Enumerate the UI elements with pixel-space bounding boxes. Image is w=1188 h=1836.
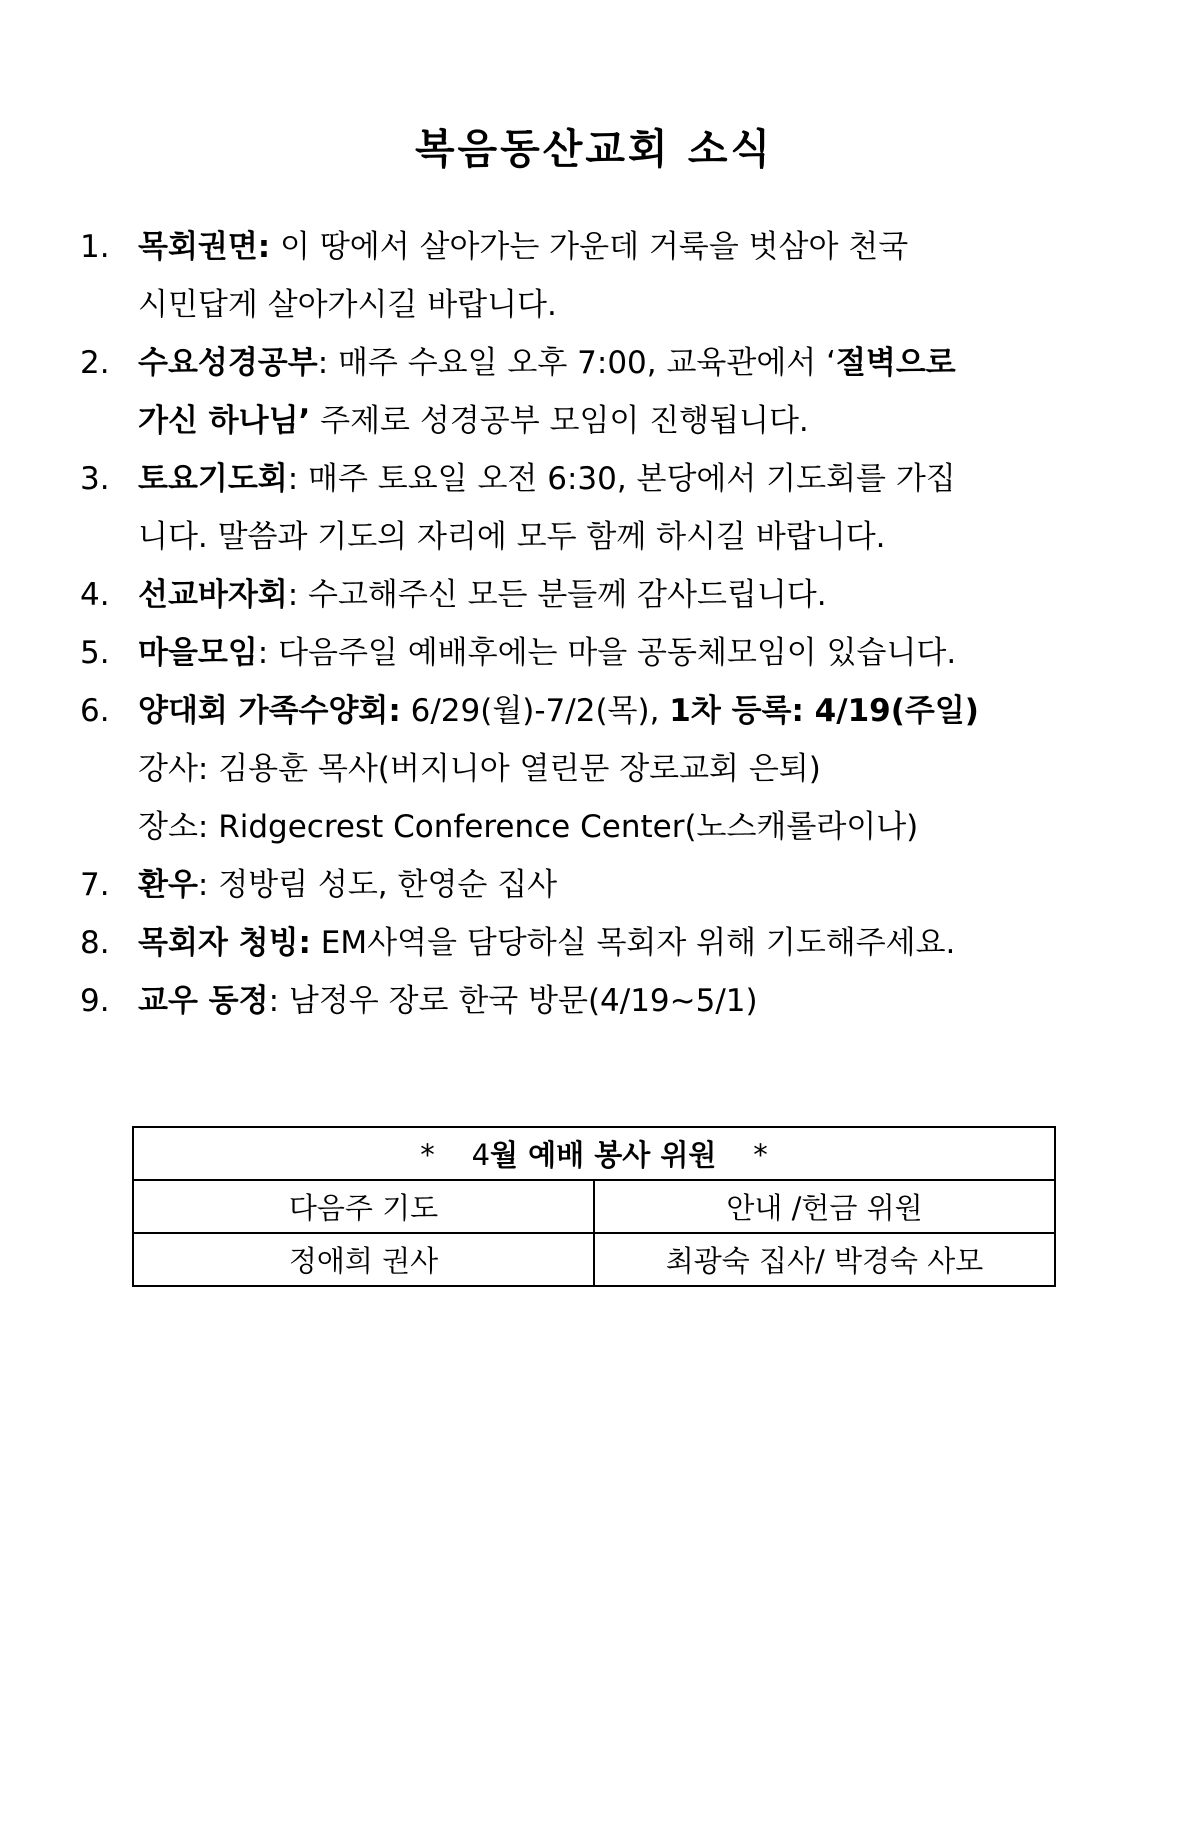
- item-text: : 다음주일 예배후에는 마을 공동체모임이 있습니다.: [257, 635, 957, 671]
- item-body: [138, 566, 1080, 624]
- item-number: 7.: [80, 867, 110, 903]
- list-item: [80, 914, 1080, 972]
- list-item: [80, 334, 1080, 450]
- item-text: : 정방림 성도, 한영순 집사: [197, 867, 558, 903]
- table-header-title: 월 예배 봉사 위원: [490, 1138, 717, 1172]
- item-heading: 마을모임: [138, 635, 258, 671]
- item-number: 3.: [80, 461, 110, 497]
- table-header-cell: [133, 1127, 1055, 1180]
- table-row: [133, 1233, 1055, 1286]
- item-body: [138, 856, 1080, 914]
- list-item: [80, 566, 1080, 624]
- item-body: [138, 450, 1080, 566]
- service-duty-table: [132, 1126, 1056, 1287]
- item-heading: 환우: [138, 867, 198, 903]
- item-text: 시민답게 살아가시길 바랍니다.: [138, 287, 557, 323]
- item-heading: 수요성경공부: [138, 345, 318, 381]
- item-text: 6/29(월)-7/2(목),: [400, 693, 670, 729]
- item-body: [138, 218, 1080, 334]
- item-number: 8.: [80, 925, 110, 961]
- item-text: EM사역을 담당하실 목회자 위해 기도해주세요.: [310, 925, 956, 961]
- item-text: : 매주 수요일 오후 7:00, 교육관에서 ‘: [317, 345, 836, 381]
- item-heading: 교우 동정: [138, 983, 269, 1019]
- list-item: [80, 856, 1080, 914]
- item-heading: 목회자 청빙:: [138, 925, 311, 961]
- item-emphasis: 1차 등록: 4/19(주일): [669, 693, 979, 729]
- item-number: 5.: [80, 635, 110, 671]
- table-cell-label: 안내 /헌금 위원: [594, 1180, 1055, 1233]
- item-text: 니다. 말씀과 기도의 자리에 모두 함께 하시길 바랍니다.: [138, 519, 886, 555]
- item-body: [138, 624, 1080, 682]
- item-text: : 수고해주신 모든 분들께 감사드립니다.: [287, 577, 827, 613]
- item-text: 이 땅에서 살아가는 가운데 거룩을 벗삼아 천국: [270, 229, 909, 265]
- news-list: [80, 218, 1080, 1030]
- item-heading: 토요기도회: [138, 461, 288, 497]
- item-text: 강사: 김용훈 목사(버지니아 열린문 장로교회 은퇴): [138, 751, 821, 787]
- item-number: 9.: [80, 983, 110, 1019]
- item-text: : 남정우 장로 한국 방문(4/19~5/1): [268, 983, 758, 1019]
- list-item: [80, 682, 1080, 856]
- item-emphasis: 가신 하나님’: [138, 403, 311, 439]
- table-header-row: [133, 1127, 1055, 1180]
- item-heading: 목회권면:: [138, 229, 271, 265]
- list-item: [80, 450, 1080, 566]
- item-text: 장소: Ridgecrest Conference Center(노스캐롤라이나): [138, 809, 919, 845]
- item-text: 주제로 성경공부 모임이 진행됩니다.: [310, 403, 809, 439]
- item-heading: 선교바자회: [138, 577, 288, 613]
- item-body: [138, 972, 1080, 1030]
- item-text: : 매주 토요일 오전 6:30, 본당에서 기도회를 가집: [287, 461, 956, 497]
- item-emphasis: 절벽으로: [835, 345, 956, 381]
- item-body: [138, 914, 1080, 972]
- table-row: [133, 1180, 1055, 1233]
- table-cell-label: 다음주 기도: [133, 1180, 594, 1233]
- item-number: 2.: [80, 345, 110, 381]
- list-item: [80, 972, 1080, 1030]
- item-heading: 양대회 가족수양회:: [138, 693, 401, 729]
- table-header-suffix: *: [716, 1138, 768, 1172]
- item-number: 1.: [80, 229, 110, 265]
- table-header-prefix: * 4: [420, 1138, 491, 1172]
- item-body: [138, 334, 1080, 450]
- item-number: 4.: [80, 577, 110, 613]
- list-item: [80, 218, 1080, 334]
- list-item: [80, 624, 1080, 682]
- page-title: 복음동산교회 소식: [414, 125, 774, 173]
- item-number: 6.: [80, 693, 110, 729]
- table-cell-value: 최광숙 집사/ 박경숙 사모: [594, 1233, 1055, 1286]
- table-cell-value: 정애희 권사: [133, 1233, 594, 1286]
- item-body: [138, 682, 1080, 856]
